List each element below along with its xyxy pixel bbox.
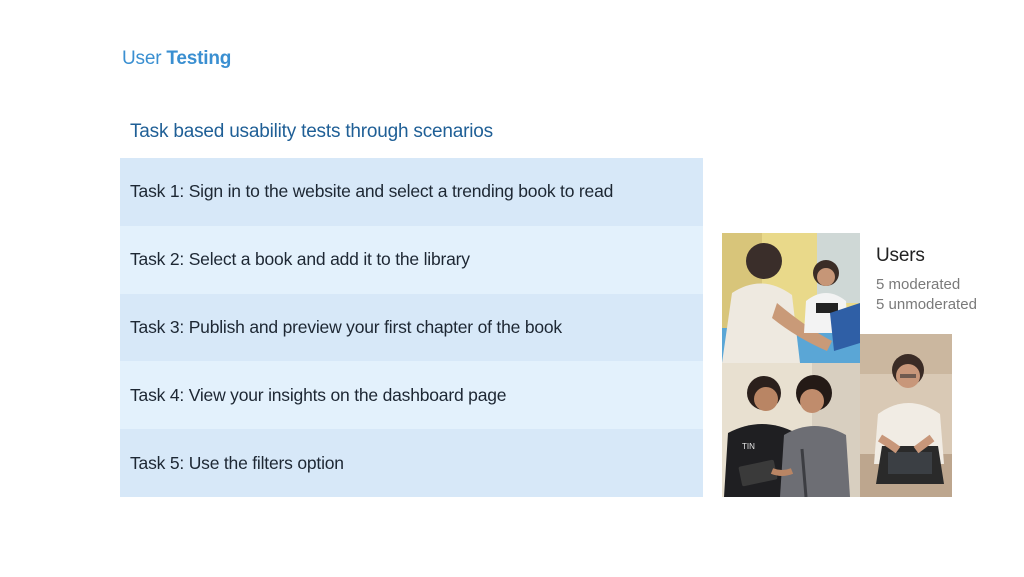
user-testing-photo-3 xyxy=(722,363,860,497)
user-testing-photo-2 xyxy=(860,334,952,497)
task-row-1: Task 1: Sign in to the website and select a trending book to read xyxy=(120,158,703,226)
task-row-5: Task 5: Use the filters option xyxy=(120,429,703,497)
users-summary xyxy=(876,245,977,315)
task-row-3: Task 3: Publish and preview your first chapter of the book xyxy=(120,294,703,362)
section-heading: Task based usability tests through scenarios xyxy=(130,121,493,142)
slide-title-bold: Testing xyxy=(166,48,232,69)
slide-title-regular: User xyxy=(122,48,162,69)
users-moderated: 5 moderated xyxy=(876,276,961,293)
users-title: Users xyxy=(876,245,925,266)
slide-title xyxy=(122,48,231,70)
task-row-2: Task 2: Select a book and add it to the library xyxy=(120,226,703,294)
svg-text:TIN: TIN xyxy=(742,442,755,451)
task-row-4: Task 4: View your insights on the dashboard page xyxy=(120,361,703,429)
users-unmoderated: 5 unmoderated xyxy=(876,296,977,313)
user-testing-photo-1 xyxy=(722,233,860,363)
task-table xyxy=(120,158,703,497)
